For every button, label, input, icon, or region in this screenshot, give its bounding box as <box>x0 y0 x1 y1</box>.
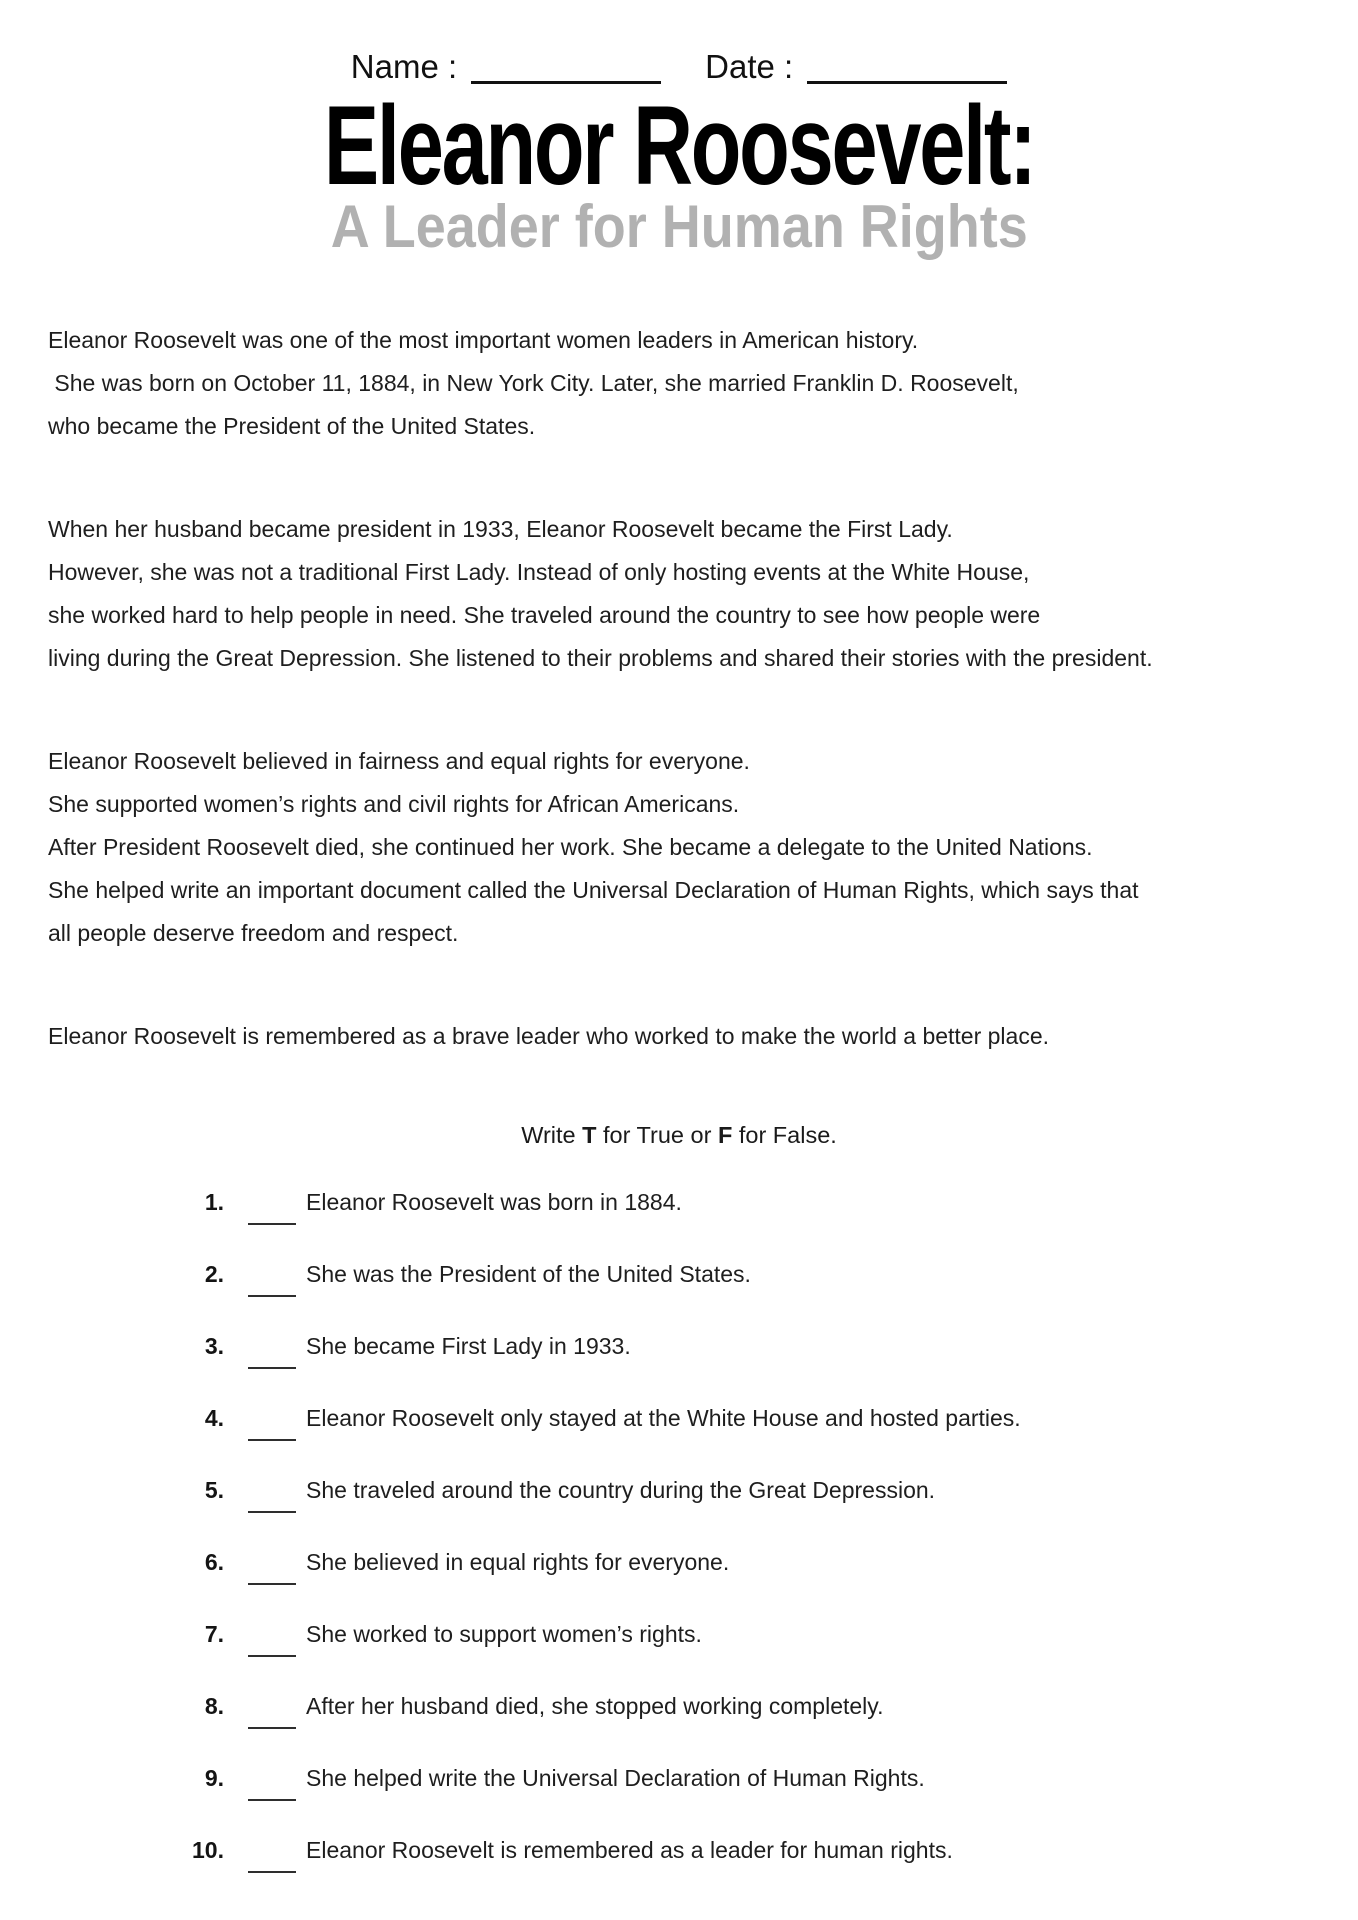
paragraph-line: all people deserve freedom and respect. <box>48 920 459 947</box>
paragraph-line: Eleanor Roosevelt is remembered as a brave leader who worked to make the world a better place. <box>48 1023 1050 1050</box>
question-number: 7. <box>204 1621 224 1648</box>
question-row-7 <box>178 1621 1358 1664</box>
question-number: 9. <box>204 1765 224 1792</box>
paragraph-line: Eleanor Roosevelt was one of the most important women leaders in American history. <box>48 327 919 354</box>
paragraph-line: who became the President of the United States. <box>48 413 536 440</box>
title-wrap <box>0 83 1358 208</box>
subtitle-wrap <box>0 193 1358 261</box>
name-label: Name : <box>350 48 458 85</box>
question-text: Eleanor Roosevelt is remembered as a leader for human rights. <box>306 1837 953 1864</box>
question-number: 1. <box>204 1189 224 1216</box>
question-text: After her husband died, she stopped working completely. <box>306 1693 884 1720</box>
paragraph-3 <box>48 740 1358 955</box>
question-row-9 <box>178 1765 1358 1808</box>
paragraph-line: living during the Great Depression. She listened to their problems and shared their stories with the president. <box>48 645 1153 672</box>
answer-blank[interactable] <box>248 1222 296 1225</box>
instruction-true-letter: T <box>582 1122 597 1149</box>
question-row-5 <box>178 1477 1358 1520</box>
instruction-part: Write <box>521 1122 583 1149</box>
question-number: 5. <box>204 1477 224 1504</box>
answer-blank[interactable] <box>248 1366 296 1369</box>
answer-blank[interactable] <box>248 1294 296 1297</box>
question-row-8 <box>178 1693 1358 1736</box>
paragraph-4 <box>48 1015 1358 1058</box>
answer-blank[interactable] <box>248 1438 296 1441</box>
answer-blank[interactable] <box>248 1726 296 1729</box>
question-text: She believed in equal rights for everyone. <box>306 1549 730 1576</box>
date-field <box>705 48 1007 86</box>
paragraph-line: She was born on October 11, 1884, in New York City. Later, she married Franklin D. Roosevelt, <box>48 370 1019 397</box>
question-text: She worked to support women’s rights. <box>306 1621 702 1648</box>
instruction-part: for True or <box>596 1122 718 1149</box>
question-text: She helped write the Universal Declaration of Human Rights. <box>306 1765 925 1792</box>
page-subtitle: A Leader for Human Rights <box>330 193 1028 261</box>
question-number: 6. <box>204 1549 224 1576</box>
answer-blank[interactable] <box>248 1654 296 1657</box>
answer-blank[interactable] <box>248 1582 296 1585</box>
paragraph-1 <box>48 319 1358 448</box>
date-label: Date : <box>705 48 794 85</box>
name-field <box>351 48 661 86</box>
question-text: She was the President of the United States. <box>306 1261 751 1288</box>
paragraph-line: she worked hard to help people in need. She traveled around the country to see how people were <box>48 602 1041 629</box>
paragraph-line: Eleanor Roosevelt believed in fairness and equal rights for everyone. <box>48 748 750 775</box>
question-number: 2. <box>204 1261 224 1288</box>
true-false-question-list <box>0 1189 1358 1880</box>
question-row-1 <box>178 1189 1358 1232</box>
question-number: 4. <box>204 1405 224 1432</box>
instruction-part: for False. <box>732 1122 837 1149</box>
question-row-4 <box>178 1405 1358 1448</box>
page-title: Eleanor Roosevelt: <box>323 83 1035 208</box>
paragraph-2 <box>48 508 1358 680</box>
question-text: She traveled around the country during the Great Depression. <box>306 1477 936 1504</box>
answer-blank[interactable] <box>248 1510 296 1513</box>
question-text: Eleanor Roosevelt only stayed at the White House and hosted parties. <box>306 1405 1021 1432</box>
answer-blank[interactable] <box>248 1870 296 1873</box>
paragraph-line: She supported women’s rights and civil rights for African Americans. <box>48 791 740 818</box>
question-number: 3. <box>204 1333 224 1360</box>
quiz-instruction <box>0 1122 1358 1149</box>
name-date-header <box>0 0 1358 86</box>
question-text: She became First Lady in 1933. <box>306 1333 631 1360</box>
instruction-false-letter: F <box>717 1122 733 1149</box>
paragraph-line: She helped write an important document called the Universal Declaration of Human Rights, which says that <box>48 877 1139 904</box>
answer-blank[interactable] <box>248 1798 296 1801</box>
paragraph-line: However, she was not a traditional First Lady. Instead of only hosting events at the White House, <box>48 559 1030 586</box>
question-row-3 <box>178 1333 1358 1376</box>
question-row-10 <box>178 1837 1358 1880</box>
question-row-2 <box>178 1261 1358 1304</box>
question-text: Eleanor Roosevelt was born in 1884. <box>306 1189 682 1216</box>
paragraph-line: After President Roosevelt died, she continued her work. She became a delegate to the United Nations. <box>48 834 1093 861</box>
question-number: 10. <box>192 1837 224 1864</box>
question-number: 8. <box>204 1693 224 1720</box>
paragraph-line: When her husband became president in 1933, Eleanor Roosevelt became the First Lady. <box>48 516 953 543</box>
reading-passage <box>48 319 1358 1058</box>
question-row-6 <box>178 1549 1358 1592</box>
